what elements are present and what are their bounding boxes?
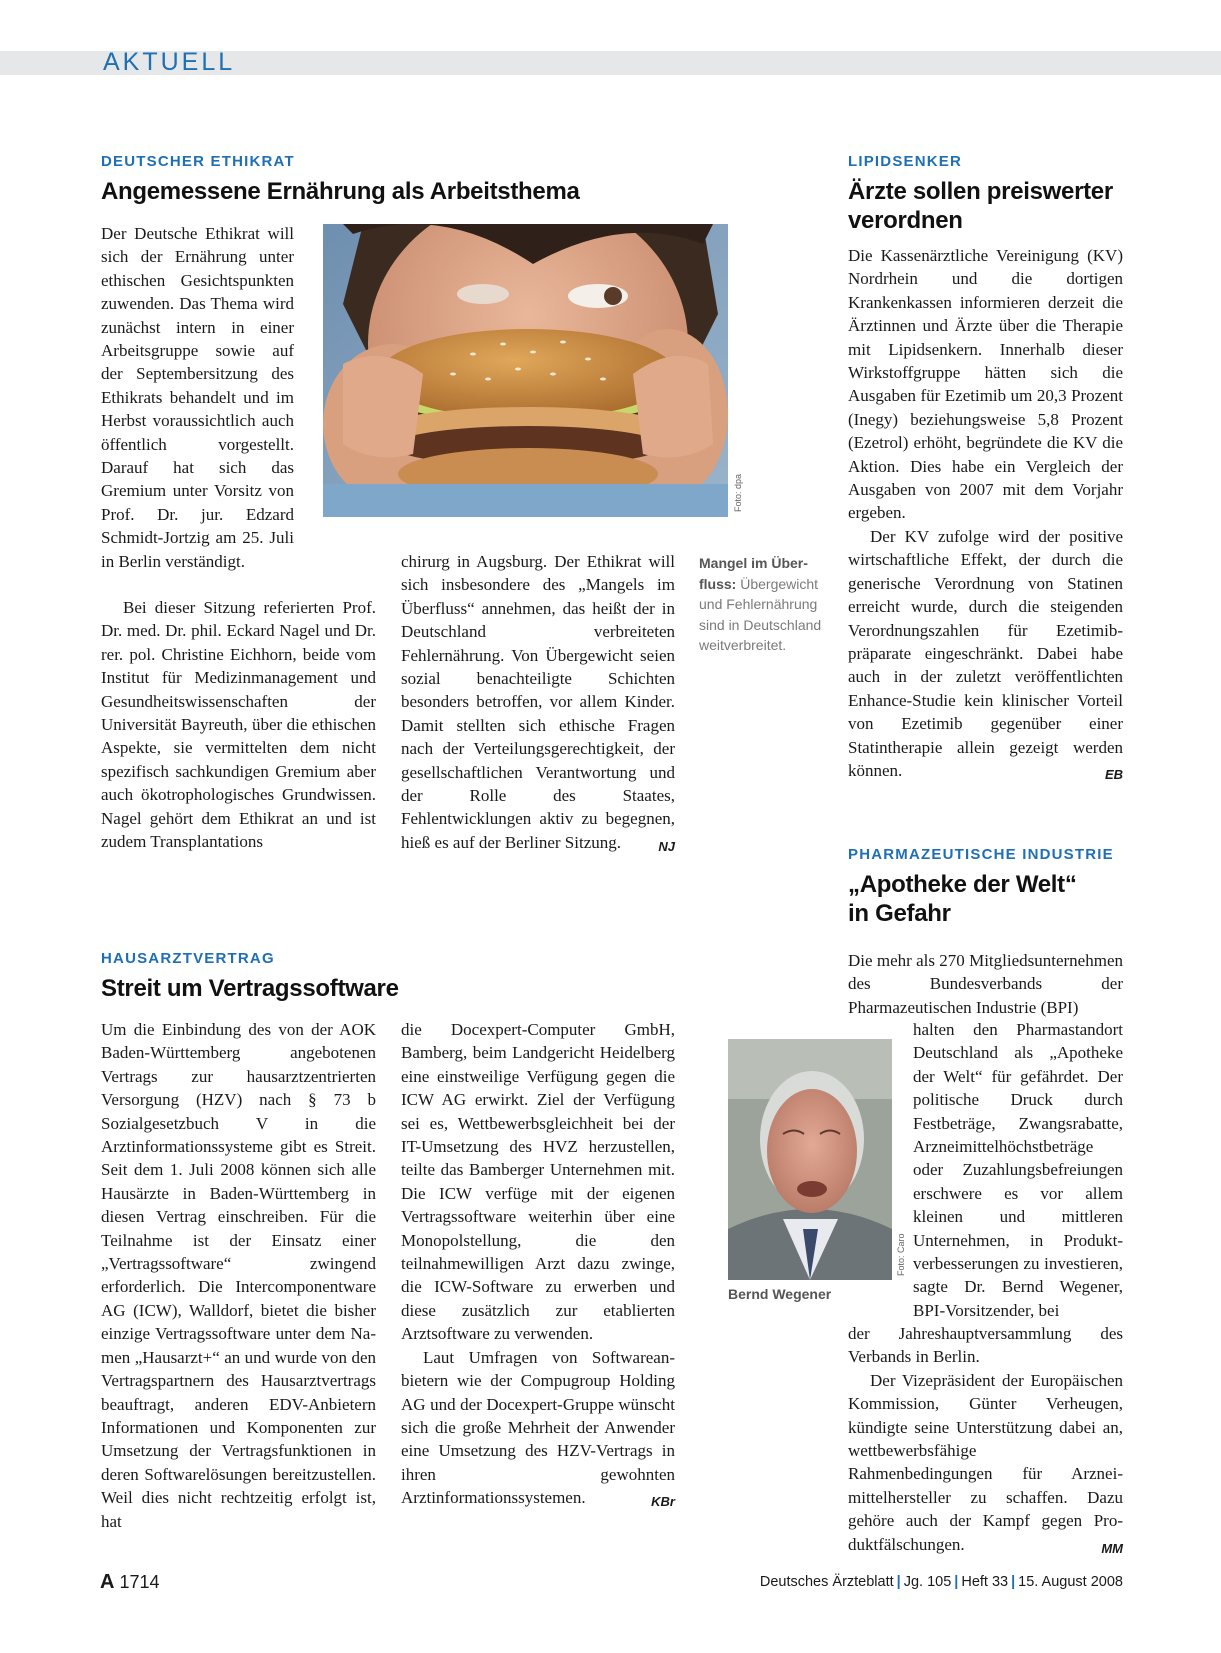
hausarzt-headline: Streit um Vertragssoftware xyxy=(101,975,399,1002)
pharma-kicker: PHARMAZEUTISCHE INDUSTRIE xyxy=(848,846,1114,863)
pharma-headline-line-1: „Apotheke der Welt“ xyxy=(848,871,1077,898)
hausarzt-kicker: HAUSARZTVERTRAG xyxy=(101,950,275,967)
hausarzt-column-1 xyxy=(101,1018,376,1533)
journal-date: 15. August 2008 xyxy=(1018,1574,1123,1590)
journal-footer xyxy=(760,1574,1123,1590)
lipidsenker-paragraph-1: Die Kassenärztliche Vereinigung (KV) Nordrhein und die dortigen Krankenkassen informieren derzeit die Ärztinnen und Ärzte über die Therapie mit Lipidsenkern. Innerhalb dieser Wirkstoffgruppe hätten sich die Ausgaben für Ezetimib um 20,3 Prozent (Inegy) beziehungsweise 5,8 Prozent (Ezetrol) erhöht, begründete die KV die Aktion. Dies habe ein Vergleich der Ausgaben von 2007 mit dem Vorjahr ergeben. xyxy=(848,246,1123,523)
page-number xyxy=(100,1571,160,1594)
lipidsenker-paragraph-2: Der KV zufolge wird der positive wirtschaftliche Effekt, der durch die generische Verordnung von Statinen erreicht wurde, durch die steigenden Verordnungszahlen für Ezetimibpräparate eingeschränkt. Dabei habe auch in der zuletzt veröffentlichten Enhance-Studie kein klinischer Vorteil von Ezetimib gegenüber einer Statintherapie allein gezeigt werden können. xyxy=(848,526,1123,780)
burger-photo xyxy=(323,224,728,517)
wegener-portrait xyxy=(728,1039,892,1280)
burger-photo-caption xyxy=(699,553,824,656)
lipidsenker-headline: Ärzte sollen preiswerter verordnen xyxy=(848,178,1113,234)
hausarzt-paragraph-2: die Docexpert-Computer GmbH, Bamberg, beim Landgericht Heidelberg eine einstweilige Verfügung gegen die ICW AG erwirkt. Ziel der Verfügung sei es, Wettbewerbsgleichheit bei der IT-Umsetzung des HVZ herzustellen, teilte das Bamberger Unternehmen mit. Die ICW verfüge mit der eigenen Vertragssoftware weiterhin über eine Monopolstellung, die den teilnahmewilligen Arzt dazu zwinge, die ICW-Software zu erwerben und diese zusätzlich zur etablierten Arztsoftware zu verwenden. xyxy=(401,1020,675,1344)
ethikrat-paragraph-1: Der Deutsche Ethikrat will sich der Ernährung unter ethischen Gesichtspunkten zuwenden. Das Thema wird zunächst intern in einer Arbeitsgruppe sowie auf der Septembersitzung des Ethikrats behandelt und im Herbst voraussichtlich auch öffentlich vorgestellt. Darauf hat sich das Gremium unter Vorsitz von Prof. Dr. jur. Edzard Schmidt-Jortzig am 25. Juli in Berlin verständigt. xyxy=(101,224,294,571)
ethikrat-column-2-text: chirurg in Augsburg. Der Ethikrat will sich insbesondere des „Mangels im Überfluss“ annehmen, das heißt der in Deutschland verbreiteten Fehlernährung. Von Übergewicht seien sozial benachteiligte Schichten besonders betroffen, vor allem Kinder. Damit stellten sich ethische Fragen nach der Verteilungsgerechtigkeit, der gesellschaftlichen Verantwortung und der Rolle des Staates, Fehlentwicklungen aktiv zu begegnen, hieß es auf der Berliner Sitzung. xyxy=(401,552,675,852)
pharma-intro xyxy=(848,949,1123,1019)
section-label: AKTUELL xyxy=(103,48,236,76)
pharma-bottom-column xyxy=(848,1322,1123,1560)
footer-separator: | xyxy=(954,1574,959,1590)
journal-volume: Jg. 105 xyxy=(903,1574,952,1590)
ethikrat-column-1-top xyxy=(101,222,294,573)
page-prefix: A xyxy=(100,1571,115,1593)
lipidsenker-signature: EB xyxy=(1104,766,1123,782)
lipidsenker-column xyxy=(848,244,1123,786)
boy-eating-burger-image xyxy=(323,224,728,517)
lipidsenker-kicker: LIPIDSENKER xyxy=(848,153,963,170)
wegener-caption: Bernd Wegener xyxy=(728,1286,832,1302)
journal-name: Deutsches Ärzteblatt xyxy=(759,1574,894,1590)
pharma-headline-line-2: in Gefahr xyxy=(848,900,951,927)
photo-credit-dpa: Foto: dpa xyxy=(733,473,743,512)
pharma-paragraph-wrap: halten den Pharmastandort Deutschland als „Apotheke der Welt“ für gefährdet. Der politische Druck durch Festbeträge, Zwangsrabatte, Arzneimittelhöchstbeträge oder Zuzahlungsbefreiungen erschwere es vor allem kleinen und mittleren Unternehmen, in Produktverbesserungen zu investieren, sagte Dr. Bernd Wegener, BPI-Vorsitzender, bei xyxy=(913,1020,1123,1320)
photo-credit-caro: Foto: Caro xyxy=(896,1233,906,1276)
ethikrat-column-2 xyxy=(401,550,675,858)
ethikrat-kicker: DEUTSCHER ETHIKRAT xyxy=(101,153,295,170)
footer-separator: | xyxy=(1011,1574,1016,1590)
pharma-paragraph-2: Der Vizepräsident der Europäischen Kommission, Günter Verheugen, kündigte seine Unterstützung dabei an, wettbewerbsfähige Rahmenbedingungen für Arzneimittelhersteller zu schaffen. Dazu gehöre auch der Kampf gegen Produktfälschungen. xyxy=(848,1370,1123,1554)
caption-bold: Mangel im Überfluss: xyxy=(699,555,808,592)
pharma-wrap-column xyxy=(913,1018,1123,1322)
hausarzt-paragraph-1: Um die Einbindung des von der AOK Baden-Württemberg angebotenen Vertrags zur hausarztzentrierten Versorgung (HZV) nach § 73 b Sozialgesetzbuch V in die Arztinformationssysteme gibt es Streit. Seit dem 1. Juli 2008 können sich alle Hausärzte in Baden-Württemberg in diesen Vertrag einschreiben. Für die Teilnahme ist der Einsatz einer „Vertragssoftware“ zwingend erforderlich. Die Intercomponentware AG (ICW), Walldorf, bietet die bisher einzige Vertragssoftware unter dem Namen „Hausarzt+“ an und wurde von den Vertragspartnern des Hausarztvertrags beauftragt, anderen EDV-Anbietern Informationen und Komponenten zur Umsetzung der Vertragsfunktionen in deren Softwarelösungen bereitzustellen. Weil dies nicht rechtzeitig erfolgt ist, hat xyxy=(101,1020,376,1531)
pharma-paragraph-1-end: der Jahreshauptversammlung des Verbands in Berlin. xyxy=(848,1324,1123,1367)
caption-text: Übergewicht und Fehlernährung sind in Deutschland weitverbreitet. xyxy=(699,575,822,653)
hausarzt-signature: KBr xyxy=(651,1494,675,1510)
ethikrat-signature: NJ xyxy=(658,838,675,854)
ethikrat-column-1-bottom xyxy=(101,596,376,853)
hausarzt-column-2 xyxy=(401,1018,675,1514)
ethikrat-paragraph-2: Bei dieser Sitzung referierten Prof. Dr. med. Dr. phil. Eckard Nagel und Dr. rer. pol. Christine Eichhorn, beide vom Institut für Medizinmanagement und Gesundheitswissenschaften der Universität Bayreuth, über die ethischen Aspekte, sie vermittelten dem nicht spezifisch sachkundigen Gremium aber auch ökotrophologisches Grundwissen. Nagel gehört dem Ethikrat an und ist zudem Transplantations xyxy=(101,598,376,852)
page-number-value: 1714 xyxy=(119,1572,160,1592)
bernd-wegener-image xyxy=(728,1039,892,1280)
journal-issue: Heft 33 xyxy=(961,1574,1009,1590)
hausarzt-paragraph-3: Laut Umfragen von Softwareanbietern wie der Compugroup Holding AG und der Docexpert-Gruppe wünscht sich die große Mehrheit der Anwender eine Umsetzung des HZV-Vertrags in ihren gewohnten Arztinformationssystemen. xyxy=(401,1347,675,1508)
ethikrat-headline: Angemessene Ernährung als Arbeitsthema xyxy=(101,178,580,205)
footer-separator: | xyxy=(896,1574,901,1590)
pharma-paragraph-top: Die mehr als 270 Mitgliedsunternehmen des Bundesverbands der Pharmazeutischen Industrie (BPI) xyxy=(848,951,1123,1017)
pharma-signature: MM xyxy=(1101,1540,1123,1556)
